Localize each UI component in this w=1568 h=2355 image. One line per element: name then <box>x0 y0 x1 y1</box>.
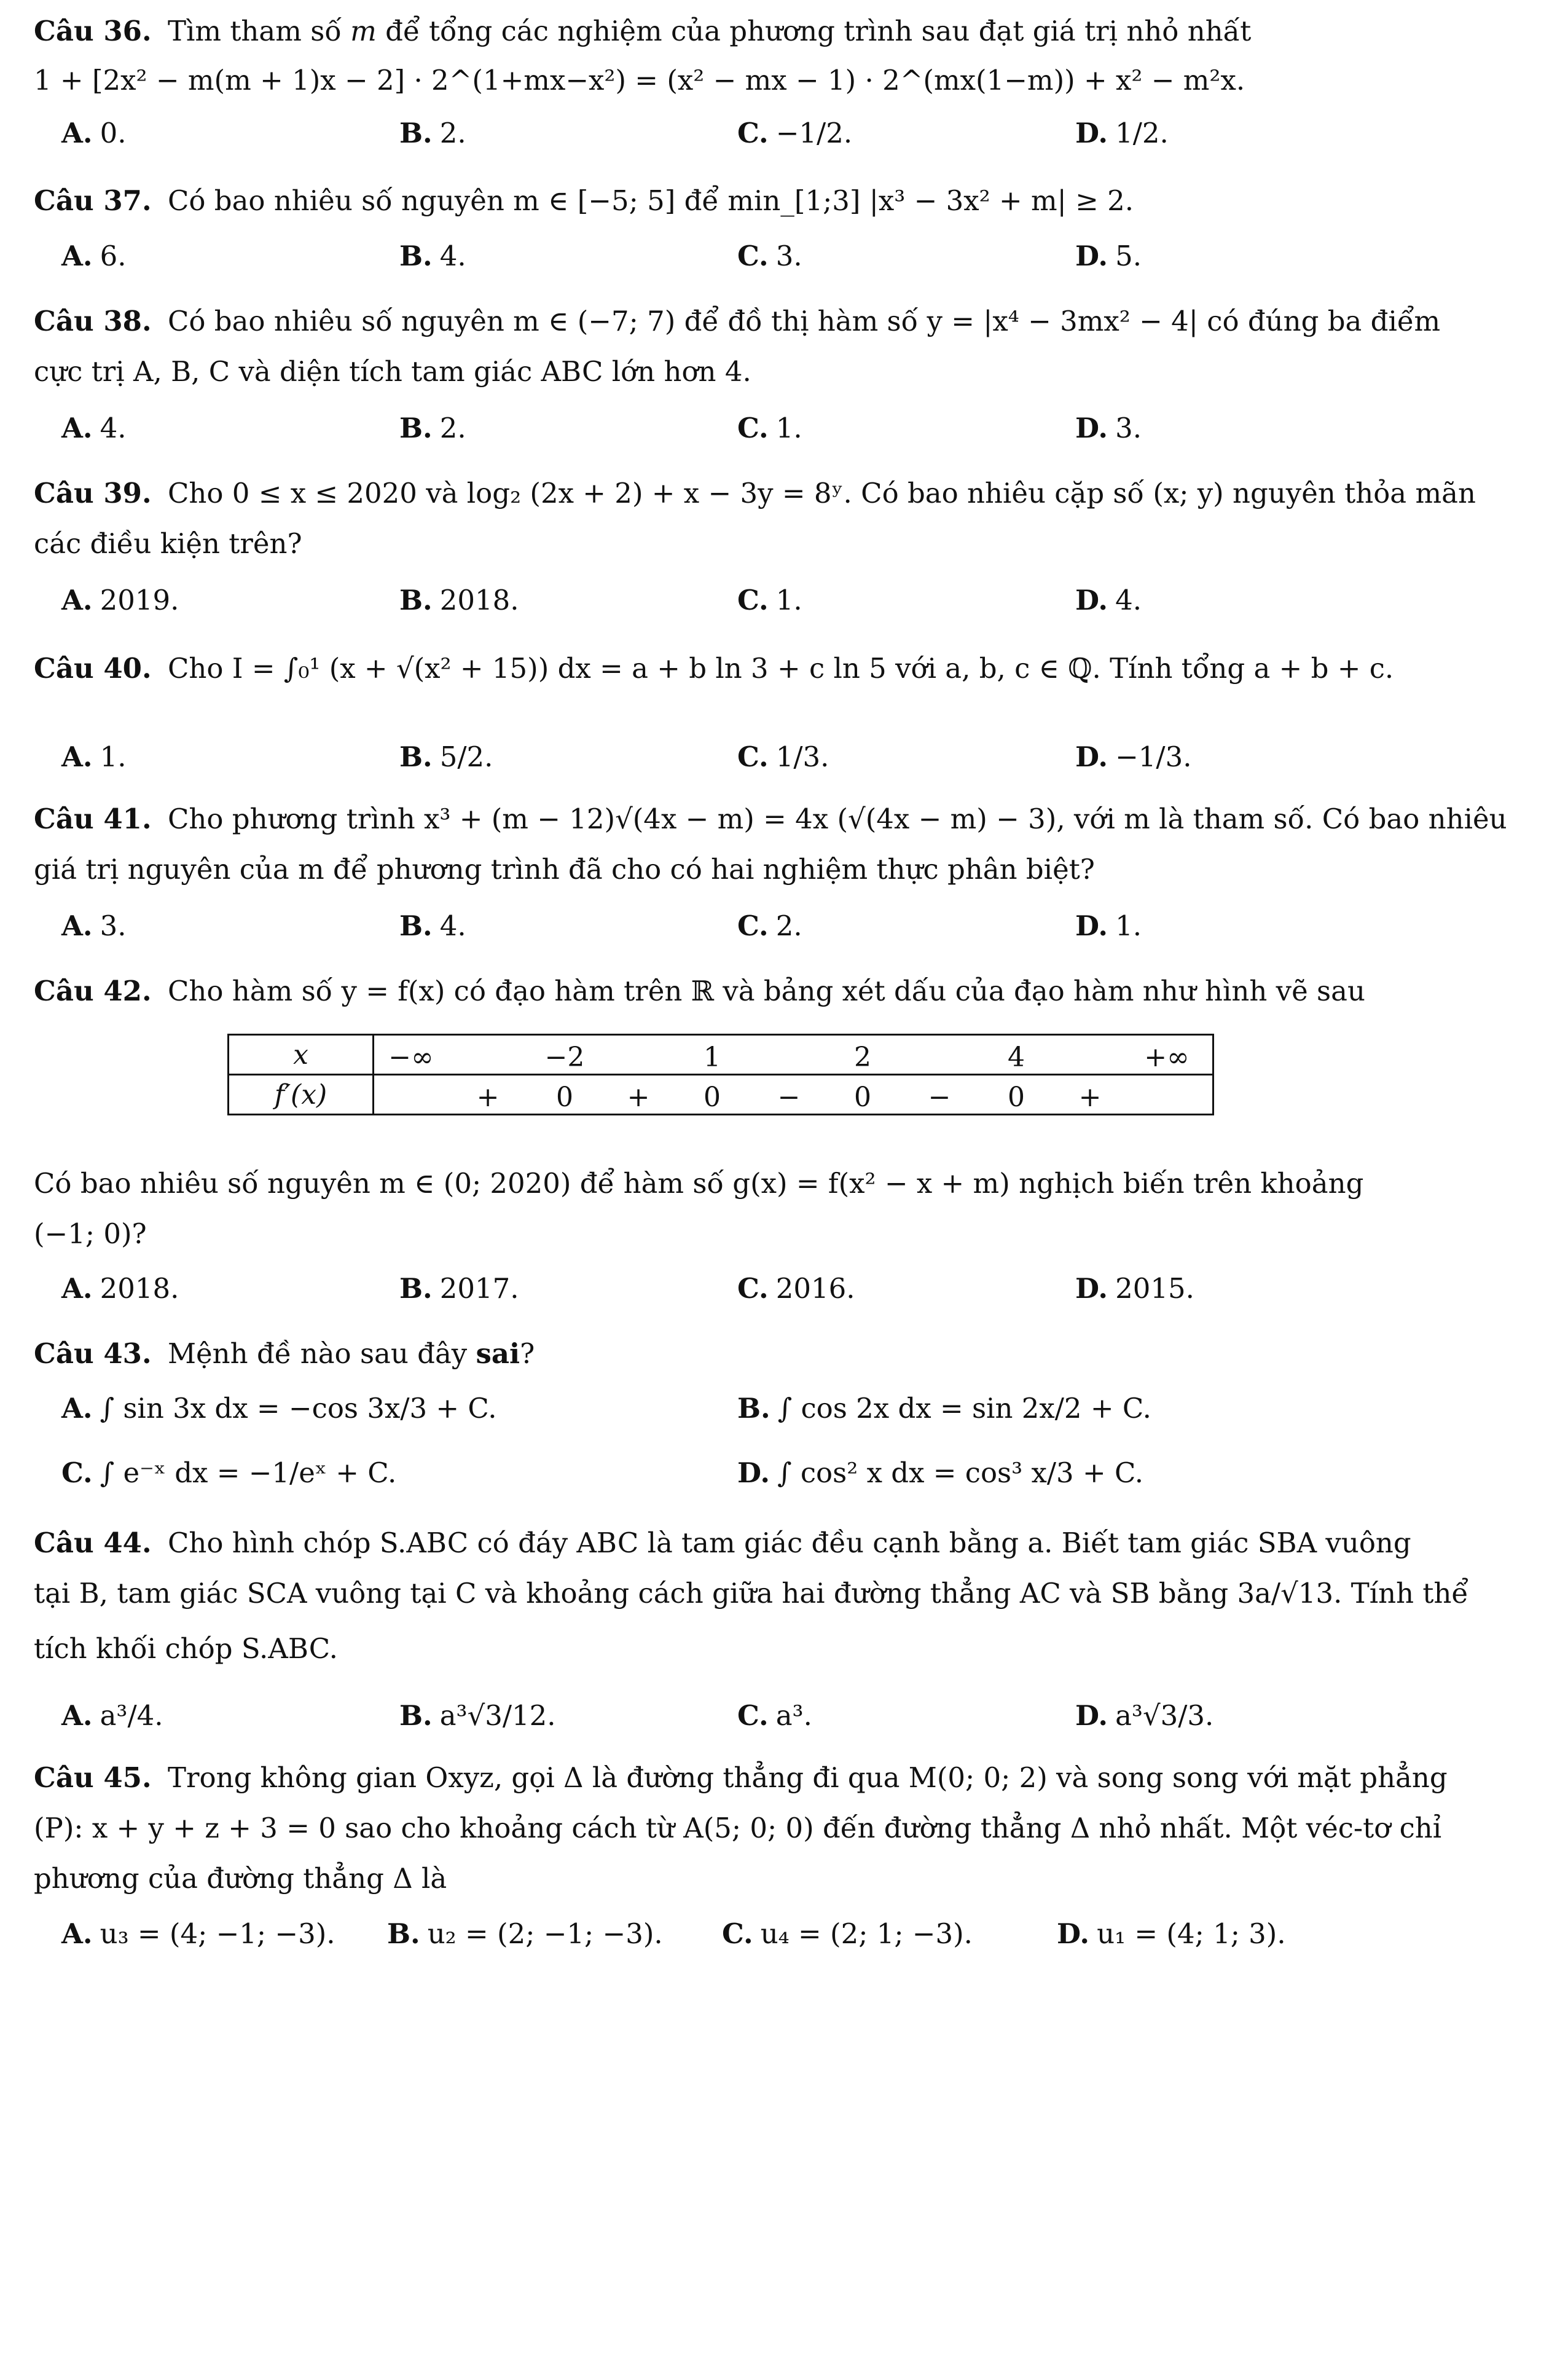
q43-label: Câu 43. <box>34 1337 152 1370</box>
q37-option-c[interactable]: C. 3. <box>737 240 802 272</box>
q38-stem-line1: Câu 38. Có bao nhiêu số nguyên m ∈ (−7; 7) để đồ thị hàm số y = |x⁴ − 3mx² − 4| có đúng ba điểm <box>34 305 1441 337</box>
q41-label: Câu 41. <box>34 803 152 835</box>
q39-option-c[interactable]: C. 1. <box>737 584 802 616</box>
q44-option-a[interactable]: A. a³/4. <box>61 1699 163 1732</box>
q37-stem: Câu 37. Có bao nhiêu số nguyên m ∈ [−5; 5] để min_[1;3] |x³ − 3x² + m| ≥ 2. <box>34 184 1134 217</box>
sign-table-x-header: x <box>229 1035 374 1075</box>
q38-option-b[interactable]: B. 2. <box>399 412 466 444</box>
q36-label: Câu 36. <box>34 15 152 47</box>
q43-stem: Câu 43. Mệnh đề nào sau đây sai? <box>34 1337 535 1370</box>
sign-value: 0 <box>854 1082 871 1113</box>
q43-option-a[interactable]: A. ∫ sin 3x dx = −cos 3x/3 + C. <box>61 1392 497 1425</box>
sign-table-row-x <box>229 1035 1213 1075</box>
q44-stem-line1: Câu 44. Cho hình chóp S.ABC có đáy ABC là tam giác đều cạnh bằng a. Biết tam giác SBA vuông <box>34 1527 1411 1559</box>
sign-value: 0 <box>1008 1082 1025 1113</box>
sign-value: + <box>476 1082 500 1113</box>
q36-option-d[interactable]: D. 1/2. <box>1075 117 1169 149</box>
q41-option-d[interactable]: D. 1. <box>1075 910 1142 942</box>
q43-option-d[interactable]: D. ∫ cos² x dx = cos³ x/3 + C. <box>737 1457 1144 1489</box>
q45-label: Câu 45. <box>34 1761 152 1794</box>
q36-option-b[interactable]: B. 2. <box>399 117 466 149</box>
q38-option-d[interactable]: D. 3. <box>1075 412 1142 444</box>
q45-option-a[interactable]: A. u₃ = (4; −1; −3). <box>61 1917 335 1950</box>
q40-option-b[interactable]: B. 5/2. <box>399 741 493 773</box>
x-value: 1 <box>704 1042 721 1073</box>
q43-option-c[interactable]: C. ∫ e⁻ˣ dx = −1/eˣ + C. <box>61 1457 397 1489</box>
q39-stem-line1: Câu 39. Cho 0 ≤ x ≤ 2020 và log₂ (2x + 2) + x − 3y = 8ʸ. Có bao nhiêu cặp số (x; y) nguyên thỏa mãn <box>34 477 1476 509</box>
q42-after-line2: (−1; 0)? <box>34 1217 147 1250</box>
q44-option-c[interactable]: C. a³. <box>737 1699 812 1732</box>
q40-option-c[interactable]: C. 1/3. <box>737 741 829 773</box>
q40-label: Câu 40. <box>34 652 152 685</box>
q38-option-a[interactable]: A. 4. <box>61 412 127 444</box>
x-value: 2 <box>854 1042 871 1073</box>
q45-stem-line1: Câu 45. Trong không gian Oxyz, gọi Δ là đường thẳng đi qua M(0; 0; 2) và song song với mặt phẳng <box>34 1761 1448 1794</box>
q45-stem-line2: (P): x + y + z + 3 = 0 sao cho khoảng cách từ A(5; 0; 0) đến đường thẳng Δ nhỏ nhất. Một véc-tơ chỉ <box>34 1812 1442 1844</box>
q38-stem-line2: cực trị A, B, C và diện tích tam giác ABC lớn hơn 4. <box>34 355 751 388</box>
q45-option-b[interactable]: B. u₂ = (2; −1; −3). <box>387 1917 663 1950</box>
x-value: −∞ <box>388 1042 434 1073</box>
sign-value: − <box>928 1082 951 1113</box>
q44-stem-line3: tích khối chóp S.ABC. <box>34 1632 338 1665</box>
q40-stem: Câu 40. Cho I = ∫₀¹ (x + √(x² + 15)) dx = a + b ln 3 + c ln 5 với a, b, c ∈ ℚ. Tính tổng a + b + c. <box>34 652 1394 685</box>
q37-label: Câu 37. <box>34 184 152 217</box>
q38-label: Câu 38. <box>34 305 152 337</box>
sign-value: 0 <box>704 1082 721 1113</box>
q41-option-a[interactable]: A. 3. <box>61 910 127 942</box>
q45-option-c[interactable]: C. u₄ = (2; 1; −3). <box>722 1917 973 1950</box>
q36-stem: Câu 36. Tìm tham số m để tổng các nghiệm của phương trình sau đạt giá trị nhỏ nhất <box>34 15 1252 47</box>
x-value: −2 <box>544 1042 585 1073</box>
sign-table-row-fprime <box>229 1075 1213 1115</box>
q37-option-a[interactable]: A. 6. <box>61 240 127 272</box>
q41-option-c[interactable]: C. 2. <box>737 910 802 942</box>
q41-stem-line1: Câu 41. Cho phương trình x³ + (m − 12)√(4x − m) = 4x (√(4x − m) − 3), với m là tham số. Có bao nhiêu <box>34 803 1507 835</box>
q45-option-d[interactable]: D. u₁ = (4; 1; 3). <box>1057 1917 1286 1950</box>
q36-equation: 1 + [2x² − m(m + 1)x − 2] · 2^(1+mx−x²) = (x² − mx − 1) · 2^(mx(1−m)) + x² − m²x. <box>34 64 1245 96</box>
q42-option-b[interactable]: B. 2017. <box>399 1272 519 1305</box>
q37-option-b[interactable]: B. 4. <box>399 240 466 272</box>
q44-option-b[interactable]: B. a³√3/12. <box>399 1699 556 1732</box>
q42-option-d[interactable]: D. 2015. <box>1075 1272 1194 1305</box>
q40-option-d[interactable]: D. −1/3. <box>1075 741 1192 773</box>
x-value: +∞ <box>1144 1042 1190 1073</box>
q39-label: Câu 39. <box>34 477 152 509</box>
q45-stem-line3: phương của đường thẳng Δ là <box>34 1862 447 1895</box>
q42-stem: Câu 42. Cho hàm số y = f(x) có đạo hàm trên ℝ và bảng xét dấu của đạo hàm như hình vẽ sau <box>34 975 1365 1007</box>
q42-label: Câu 42. <box>34 975 152 1007</box>
q36-option-c[interactable]: C. −1/2. <box>737 117 853 149</box>
q44-label: Câu 44. <box>34 1527 152 1559</box>
sign-value: + <box>627 1082 650 1113</box>
q44-option-d[interactable]: D. a³√3/3. <box>1075 1699 1214 1732</box>
q42-option-a[interactable]: A. 2018. <box>61 1272 179 1305</box>
q39-option-a[interactable]: A. 2019. <box>61 584 179 616</box>
q39-option-b[interactable]: B. 2018. <box>399 584 519 616</box>
sign-value: − <box>777 1082 801 1113</box>
sign-value: + <box>1078 1082 1102 1113</box>
q43-option-b[interactable]: B. ∫ cos 2x dx = sin 2x/2 + C. <box>737 1392 1151 1425</box>
q41-option-b[interactable]: B. 4. <box>399 910 466 942</box>
q38-option-c[interactable]: C. 1. <box>737 412 802 444</box>
x-value: 4 <box>1008 1042 1025 1073</box>
q39-stem-line2: các điều kiện trên? <box>34 527 302 560</box>
q40-option-a[interactable]: A. 1. <box>61 741 127 773</box>
sign-table-fprime-header: f′(x) <box>229 1075 374 1115</box>
sign-value: 0 <box>556 1082 573 1113</box>
q42-after-line1: Có bao nhiêu số nguyên m ∈ (0; 2020) để hàm số g(x) = f(x² − x + m) nghịch biến trên khoảng <box>34 1167 1364 1200</box>
q41-stem-line2: giá trị nguyên của m để phương trình đã cho có hai nghiệm thực phân biệt? <box>34 853 1095 886</box>
q44-stem-line2: tại B, tam giác SCA vuông tại C và khoảng cách giữa hai đường thẳng AC và SB bằng 3a/√13. Tính thể <box>34 1577 1469 1610</box>
q36-option-a[interactable]: A. 0. <box>61 117 127 149</box>
sign-table <box>227 1034 1214 1115</box>
q42-option-c[interactable]: C. 2016. <box>737 1272 855 1305</box>
q37-option-d[interactable]: D. 5. <box>1075 240 1142 272</box>
q39-option-d[interactable]: D. 4. <box>1075 584 1142 616</box>
